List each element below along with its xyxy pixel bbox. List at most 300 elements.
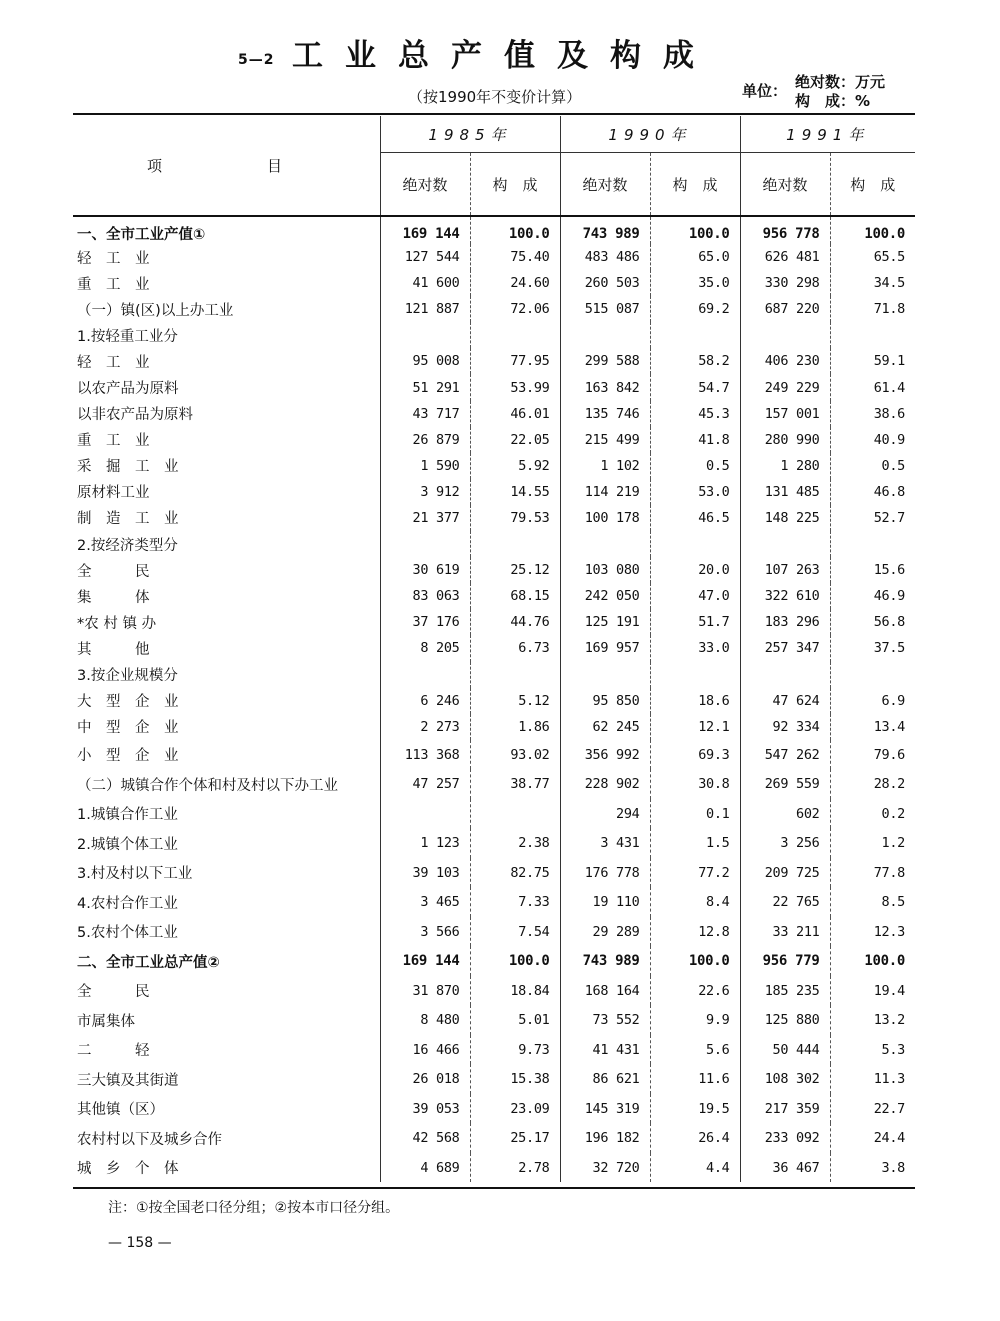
row-label: 1.按轻重工业分 xyxy=(77,328,178,345)
abs-value-cell: 157 001 xyxy=(740,401,830,427)
comp-value-cell: 45.3 xyxy=(650,401,740,427)
abs-value-cell: 2 273 xyxy=(380,714,470,740)
abs-value-cell: 743 989 xyxy=(560,946,650,976)
abs-value-cell: 37 176 xyxy=(380,609,470,635)
abs-value-cell: 183 296 xyxy=(740,609,830,635)
abs-value-cell: 294 xyxy=(560,799,650,829)
comp-value-cell: 100.0 xyxy=(830,946,915,976)
table-row xyxy=(73,505,915,531)
abs-value-cell: 163 842 xyxy=(560,374,650,400)
comp-value-cell: 65.0 xyxy=(650,244,740,270)
comp-value-cell: 38.6 xyxy=(830,401,915,427)
table-row xyxy=(73,976,915,1006)
abs-value-cell: 260 503 xyxy=(560,270,650,296)
comp-value-cell: 100.0 xyxy=(470,946,560,976)
comp-value-cell: 8.5 xyxy=(830,887,915,917)
table-row xyxy=(73,296,915,322)
abs-value-cell: 743 989 xyxy=(560,216,650,244)
comp-value-cell: 53.99 xyxy=(470,374,560,400)
item-header-label: 项 目 xyxy=(147,157,283,175)
comp-value-cell: 51.7 xyxy=(650,609,740,635)
comp-value-cell: 100.0 xyxy=(470,216,560,244)
page-number: — 158 — xyxy=(108,1235,172,1251)
abs-value-cell: 83 063 xyxy=(380,583,470,609)
comp-value-cell: 100.0 xyxy=(650,946,740,976)
row-label: 轻 工 业 xyxy=(77,354,150,371)
comp-value-cell: 71.8 xyxy=(830,296,915,322)
abs-value-cell: 687 220 xyxy=(740,296,830,322)
abs-value-cell: 108 302 xyxy=(740,1064,830,1094)
comp-value-cell: 25.17 xyxy=(470,1123,560,1153)
abs-value-cell: 8 205 xyxy=(380,635,470,661)
abs-value-cell: 43 717 xyxy=(380,401,470,427)
abs-value-cell: 1 102 xyxy=(560,453,650,479)
comp-value-cell: 22.7 xyxy=(830,1094,915,1124)
comp-value-cell xyxy=(650,531,740,557)
abs-value-cell xyxy=(740,322,830,348)
table-row xyxy=(73,769,915,799)
table-row xyxy=(73,740,915,770)
comp-value-cell: 54.7 xyxy=(650,374,740,400)
row-label: 大 型 企 业 xyxy=(77,694,179,711)
abs-value-cell: 168 164 xyxy=(560,976,650,1006)
table-row xyxy=(73,858,915,888)
row-label: 一、全市工业产值① xyxy=(77,227,206,243)
abs-value-cell xyxy=(380,662,470,688)
abs-value-cell: 86 621 xyxy=(560,1064,650,1094)
item-header xyxy=(73,116,380,216)
unit-absolute: 绝对数：万元 xyxy=(795,73,886,91)
comp-value-cell: 100.0 xyxy=(650,216,740,244)
abs-value-cell: 3 912 xyxy=(380,479,470,505)
abs-value-cell: 114 219 xyxy=(560,479,650,505)
table-row xyxy=(73,322,915,348)
comp-value-cell: 69.2 xyxy=(650,296,740,322)
table-row xyxy=(73,917,915,947)
comp-value-cell: 24.4 xyxy=(830,1123,915,1153)
abs-value-cell: 47 624 xyxy=(740,688,830,714)
table-row xyxy=(73,583,915,609)
comp-value-cell: 100.0 xyxy=(830,216,915,244)
row-label: 1.城镇合作工业 xyxy=(77,807,178,824)
comp-header: 构 成 xyxy=(470,153,560,217)
abs-value-cell: 36 467 xyxy=(740,1153,830,1183)
footnote: 注：①按全国老口径分组；②按本市口径分组。 xyxy=(108,1200,400,1216)
comp-value-cell: 77.2 xyxy=(650,858,740,888)
abs-value-cell: 47 257 xyxy=(380,769,470,799)
comp-value-cell: 53.0 xyxy=(650,479,740,505)
table-number: 5—2 xyxy=(238,52,275,68)
table-row xyxy=(73,216,915,244)
comp-value-cell: 12.3 xyxy=(830,917,915,947)
abs-value-cell xyxy=(560,322,650,348)
abs-value-cell: 125 191 xyxy=(560,609,650,635)
comp-value-cell: 61.4 xyxy=(830,374,915,400)
abs-value-cell: 73 552 xyxy=(560,1005,650,1035)
comp-value-cell: 19.4 xyxy=(830,976,915,1006)
row-label: 城 乡 个 体 xyxy=(77,1161,179,1178)
comp-value-cell: 26.4 xyxy=(650,1123,740,1153)
comp-value-cell: 35.0 xyxy=(650,270,740,296)
comp-value-cell: 25.12 xyxy=(470,557,560,583)
comp-value-cell: 65.5 xyxy=(830,244,915,270)
abs-value-cell: 21 377 xyxy=(380,505,470,531)
abs-value-cell: 100 178 xyxy=(560,505,650,531)
comp-value-cell: 15.6 xyxy=(830,557,915,583)
table-row xyxy=(73,244,915,270)
table-row xyxy=(73,374,915,400)
comp-value-cell xyxy=(830,662,915,688)
row-label: 中 型 企 业 xyxy=(77,720,179,737)
abs-value-cell: 185 235 xyxy=(740,976,830,1006)
abs-value-cell xyxy=(380,799,470,829)
abs-value-cell: 127 544 xyxy=(380,244,470,270)
comp-value-cell: 28.2 xyxy=(830,769,915,799)
abs-value-cell: 95 850 xyxy=(560,688,650,714)
table-row xyxy=(73,887,915,917)
abs-value-cell: 249 229 xyxy=(740,374,830,400)
table-row xyxy=(73,348,915,374)
comp-value-cell: 46.9 xyxy=(830,583,915,609)
row-label: 轻 工 业 xyxy=(77,250,150,267)
comp-value-cell: 7.33 xyxy=(470,887,560,917)
comp-value-cell: 40.9 xyxy=(830,427,915,453)
row-label: 农村村以下及城乡合作 xyxy=(77,1131,222,1148)
abs-value-cell: 3 566 xyxy=(380,917,470,947)
comp-value-cell: 75.40 xyxy=(470,244,560,270)
comp-value-cell xyxy=(470,531,560,557)
abs-value-cell: 29 289 xyxy=(560,917,650,947)
comp-value-cell xyxy=(830,531,915,557)
table-row xyxy=(73,662,915,688)
abs-value-cell: 41 431 xyxy=(560,1035,650,1065)
abs-value-cell: 169 144 xyxy=(380,216,470,244)
abs-value-cell: 209 725 xyxy=(740,858,830,888)
unit-label: 单位： xyxy=(742,82,788,100)
abs-value-cell: 39 053 xyxy=(380,1094,470,1124)
abs-value-cell: 51 291 xyxy=(380,374,470,400)
abs-value-cell: 406 230 xyxy=(740,348,830,374)
abs-value-cell: 31 870 xyxy=(380,976,470,1006)
abs-value-cell xyxy=(380,322,470,348)
abs-value-cell: 22 765 xyxy=(740,887,830,917)
comp-value-cell: 79.53 xyxy=(470,505,560,531)
row-label: 2.城镇个体工业 xyxy=(77,836,178,853)
abs-header: 绝对数 xyxy=(740,153,830,217)
row-label: 原材料工业 xyxy=(77,485,150,502)
abs-value-cell: 3 465 xyxy=(380,887,470,917)
comp-value-cell: 18.84 xyxy=(470,976,560,1006)
comp-value-cell: 72.06 xyxy=(470,296,560,322)
comp-value-cell: 69.3 xyxy=(650,740,740,770)
comp-value-cell: 2.38 xyxy=(470,828,560,858)
comp-value-cell: 15.38 xyxy=(470,1064,560,1094)
comp-value-cell: 11.3 xyxy=(830,1064,915,1094)
top-rule xyxy=(73,113,915,115)
comp-value-cell: 11.6 xyxy=(650,1064,740,1094)
abs-value-cell: 4 689 xyxy=(380,1153,470,1183)
comp-value-cell: 7.54 xyxy=(470,917,560,947)
abs-value-cell: 26 018 xyxy=(380,1064,470,1094)
table-row xyxy=(73,828,915,858)
abs-value-cell: 41 600 xyxy=(380,270,470,296)
comp-value-cell: 52.7 xyxy=(830,505,915,531)
abs-value-cell xyxy=(740,662,830,688)
comp-value-cell: 9.9 xyxy=(650,1005,740,1035)
abs-value-cell: 103 080 xyxy=(560,557,650,583)
comp-value-cell: 20.0 xyxy=(650,557,740,583)
comp-value-cell: 8.4 xyxy=(650,887,740,917)
row-label: 4.农村合作工业 xyxy=(77,895,178,912)
year-header-row xyxy=(73,116,915,153)
comp-value-cell: 5.3 xyxy=(830,1035,915,1065)
table-row xyxy=(73,531,915,557)
comp-value-cell: 22.05 xyxy=(470,427,560,453)
comp-value-cell: 5.6 xyxy=(650,1035,740,1065)
abs-value-cell: 39 103 xyxy=(380,858,470,888)
abs-value-cell: 176 778 xyxy=(560,858,650,888)
data-table xyxy=(73,116,915,1182)
abs-value-cell xyxy=(740,531,830,557)
abs-value-cell: 125 880 xyxy=(740,1005,830,1035)
table-row xyxy=(73,401,915,427)
comp-value-cell: 41.8 xyxy=(650,427,740,453)
comp-value-cell: 82.75 xyxy=(470,858,560,888)
row-label: 市属集体 xyxy=(77,1013,135,1030)
row-label: 以非农产品为原料 xyxy=(77,407,193,424)
table-row xyxy=(73,635,915,661)
abs-value-cell: 322 610 xyxy=(740,583,830,609)
abs-value-cell: 62 245 xyxy=(560,714,650,740)
year-header-1985: 1985年 xyxy=(380,116,560,153)
abs-value-cell: 956 779 xyxy=(740,946,830,976)
abs-value-cell: 19 110 xyxy=(560,887,650,917)
abs-value-cell: 1 123 xyxy=(380,828,470,858)
row-label: 二、全市工业总产值② xyxy=(77,954,220,971)
abs-value-cell: 121 887 xyxy=(380,296,470,322)
comp-value-cell: 9.73 xyxy=(470,1035,560,1065)
abs-value-cell: 113 368 xyxy=(380,740,470,770)
comp-value-cell: 33.0 xyxy=(650,635,740,661)
comp-value-cell: 3.8 xyxy=(830,1153,915,1183)
abs-value-cell: 6 246 xyxy=(380,688,470,714)
comp-header: 构 成 xyxy=(650,153,740,217)
abs-value-cell: 196 182 xyxy=(560,1123,650,1153)
comp-value-cell: 14.55 xyxy=(470,479,560,505)
abs-value-cell: 145 319 xyxy=(560,1094,650,1124)
table-row xyxy=(73,557,915,583)
comp-value-cell: 58.2 xyxy=(650,348,740,374)
row-label: （二）城镇合作个体和村及村以下办工业 xyxy=(77,777,338,794)
abs-value-cell: 16 466 xyxy=(380,1035,470,1065)
abs-value-cell: 228 902 xyxy=(560,769,650,799)
table-row xyxy=(73,453,915,479)
table-row xyxy=(73,1094,915,1124)
comp-value-cell: 59.1 xyxy=(830,348,915,374)
abs-value-cell: 242 050 xyxy=(560,583,650,609)
abs-value-cell: 483 486 xyxy=(560,244,650,270)
abs-header: 绝对数 xyxy=(560,153,650,217)
table-row xyxy=(73,609,915,635)
abs-value-cell: 626 481 xyxy=(740,244,830,270)
abs-value-cell: 135 746 xyxy=(560,401,650,427)
comp-value-cell: 5.12 xyxy=(470,688,560,714)
table-row xyxy=(73,946,915,976)
comp-value-cell: 1.86 xyxy=(470,714,560,740)
comp-value-cell xyxy=(470,322,560,348)
comp-value-cell: 37.5 xyxy=(830,635,915,661)
abs-value-cell: 92 334 xyxy=(740,714,830,740)
comp-value-cell xyxy=(650,662,740,688)
comp-value-cell: 6.9 xyxy=(830,688,915,714)
table-row xyxy=(73,799,915,829)
table-row xyxy=(73,1123,915,1153)
abs-value-cell: 257 347 xyxy=(740,635,830,661)
table-row xyxy=(73,1005,915,1035)
abs-value-cell: 547 262 xyxy=(740,740,830,770)
table-row xyxy=(73,479,915,505)
abs-value-cell: 42 568 xyxy=(380,1123,470,1153)
abs-value-cell: 8 480 xyxy=(380,1005,470,1035)
abs-value-cell: 330 298 xyxy=(740,270,830,296)
comp-value-cell: 1.2 xyxy=(830,828,915,858)
abs-value-cell: 215 499 xyxy=(560,427,650,453)
row-label: 其 他 xyxy=(77,641,150,658)
bottom-rule xyxy=(73,1187,915,1189)
row-label: 3.按企业规模分 xyxy=(77,668,178,685)
row-label: 重 工 业 xyxy=(77,433,150,450)
abs-value-cell xyxy=(560,531,650,557)
abs-value-cell: 30 619 xyxy=(380,557,470,583)
comp-value-cell: 22.6 xyxy=(650,976,740,1006)
abs-value-cell: 131 485 xyxy=(740,479,830,505)
comp-value-cell xyxy=(470,799,560,829)
row-label: 3.村及村以下工业 xyxy=(77,866,193,883)
unit-composition: 构 成：% xyxy=(795,92,871,110)
subtitle: （按1990年不变价计算） xyxy=(408,88,582,106)
row-label: 制 造 工 业 xyxy=(77,511,179,528)
table-row xyxy=(73,1153,915,1183)
abs-value-cell: 32 720 xyxy=(560,1153,650,1183)
table-row xyxy=(73,427,915,453)
comp-value-cell: 0.1 xyxy=(650,799,740,829)
abs-value-cell: 217 359 xyxy=(740,1094,830,1124)
row-label: 重 工 业 xyxy=(77,276,150,293)
row-label: （一）镇(区)以上办工业 xyxy=(77,302,234,319)
page-title: 工业总产值及构成 xyxy=(292,38,716,74)
comp-header: 构 成 xyxy=(830,153,915,217)
comp-value-cell: 0.5 xyxy=(830,453,915,479)
comp-value-cell: 13.4 xyxy=(830,714,915,740)
row-label: 小 型 企 业 xyxy=(77,748,179,765)
abs-value-cell: 1 280 xyxy=(740,453,830,479)
comp-value-cell: 46.8 xyxy=(830,479,915,505)
abs-value-cell: 1 590 xyxy=(380,453,470,479)
table-row xyxy=(73,714,915,740)
abs-value-cell: 95 008 xyxy=(380,348,470,374)
table-row xyxy=(73,1035,915,1065)
abs-value-cell: 169 957 xyxy=(560,635,650,661)
comp-value-cell: 5.92 xyxy=(470,453,560,479)
abs-header: 绝对数 xyxy=(380,153,470,217)
comp-value-cell: 24.60 xyxy=(470,270,560,296)
row-label: 二 轻 xyxy=(77,1043,150,1060)
row-label: 全 民 xyxy=(77,984,150,1001)
comp-value-cell: 12.8 xyxy=(650,917,740,947)
year-header-1990: 1990年 xyxy=(560,116,740,153)
abs-value-cell: 148 225 xyxy=(740,505,830,531)
comp-value-cell xyxy=(470,662,560,688)
abs-value-cell: 33 211 xyxy=(740,917,830,947)
comp-value-cell: 79.6 xyxy=(830,740,915,770)
comp-value-cell: 68.15 xyxy=(470,583,560,609)
comp-value-cell: 38.77 xyxy=(470,769,560,799)
comp-value-cell: 93.02 xyxy=(470,740,560,770)
abs-value-cell: 233 092 xyxy=(740,1123,830,1153)
comp-value-cell: 77.95 xyxy=(470,348,560,374)
row-label: 以农产品为原料 xyxy=(77,381,179,398)
abs-value-cell xyxy=(380,531,470,557)
abs-value-cell: 356 992 xyxy=(560,740,650,770)
abs-value-cell: 169 144 xyxy=(380,946,470,976)
abs-value-cell: 269 559 xyxy=(740,769,830,799)
table-row xyxy=(73,688,915,714)
comp-value-cell: 1.5 xyxy=(650,828,740,858)
comp-value-cell: 56.8 xyxy=(830,609,915,635)
row-label: 全 民 xyxy=(77,563,150,580)
comp-value-cell: 46.5 xyxy=(650,505,740,531)
comp-value-cell: 34.5 xyxy=(830,270,915,296)
abs-value-cell: 299 588 xyxy=(560,348,650,374)
comp-value-cell xyxy=(650,322,740,348)
comp-value-cell: 46.01 xyxy=(470,401,560,427)
table-row xyxy=(73,1064,915,1094)
comp-value-cell: 19.5 xyxy=(650,1094,740,1124)
row-label: 其他镇（区） xyxy=(77,1102,164,1119)
abs-value-cell xyxy=(560,662,650,688)
comp-value-cell: 4.4 xyxy=(650,1153,740,1183)
comp-value-cell: 13.2 xyxy=(830,1005,915,1035)
row-label: 采 掘 工 业 xyxy=(77,459,179,476)
comp-value-cell: 6.73 xyxy=(470,635,560,661)
abs-value-cell: 515 087 xyxy=(560,296,650,322)
abs-value-cell: 50 444 xyxy=(740,1035,830,1065)
comp-value-cell: 2.78 xyxy=(470,1153,560,1183)
table-body xyxy=(73,216,915,1182)
row-label: 三大镇及其街道 xyxy=(77,1072,179,1089)
comp-value-cell: 77.8 xyxy=(830,858,915,888)
comp-value-cell: 0.2 xyxy=(830,799,915,829)
comp-value-cell xyxy=(830,322,915,348)
comp-value-cell: 18.6 xyxy=(650,688,740,714)
comp-value-cell: 12.1 xyxy=(650,714,740,740)
comp-value-cell: 0.5 xyxy=(650,453,740,479)
table-row xyxy=(73,270,915,296)
abs-value-cell: 107 263 xyxy=(740,557,830,583)
abs-value-cell: 602 xyxy=(740,799,830,829)
abs-value-cell: 956 778 xyxy=(740,216,830,244)
row-label: 2.按经济类型分 xyxy=(77,537,178,554)
abs-value-cell: 3 256 xyxy=(740,828,830,858)
year-header-1991: 1991年 xyxy=(740,116,915,153)
comp-value-cell: 47.0 xyxy=(650,583,740,609)
abs-value-cell: 26 879 xyxy=(380,427,470,453)
row-label: 5.农村个体工业 xyxy=(77,925,178,942)
abs-value-cell: 3 431 xyxy=(560,828,650,858)
abs-value-cell: 280 990 xyxy=(740,427,830,453)
row-label: *农 村 镇 办 xyxy=(77,615,157,632)
row-label: 集 体 xyxy=(77,589,150,606)
